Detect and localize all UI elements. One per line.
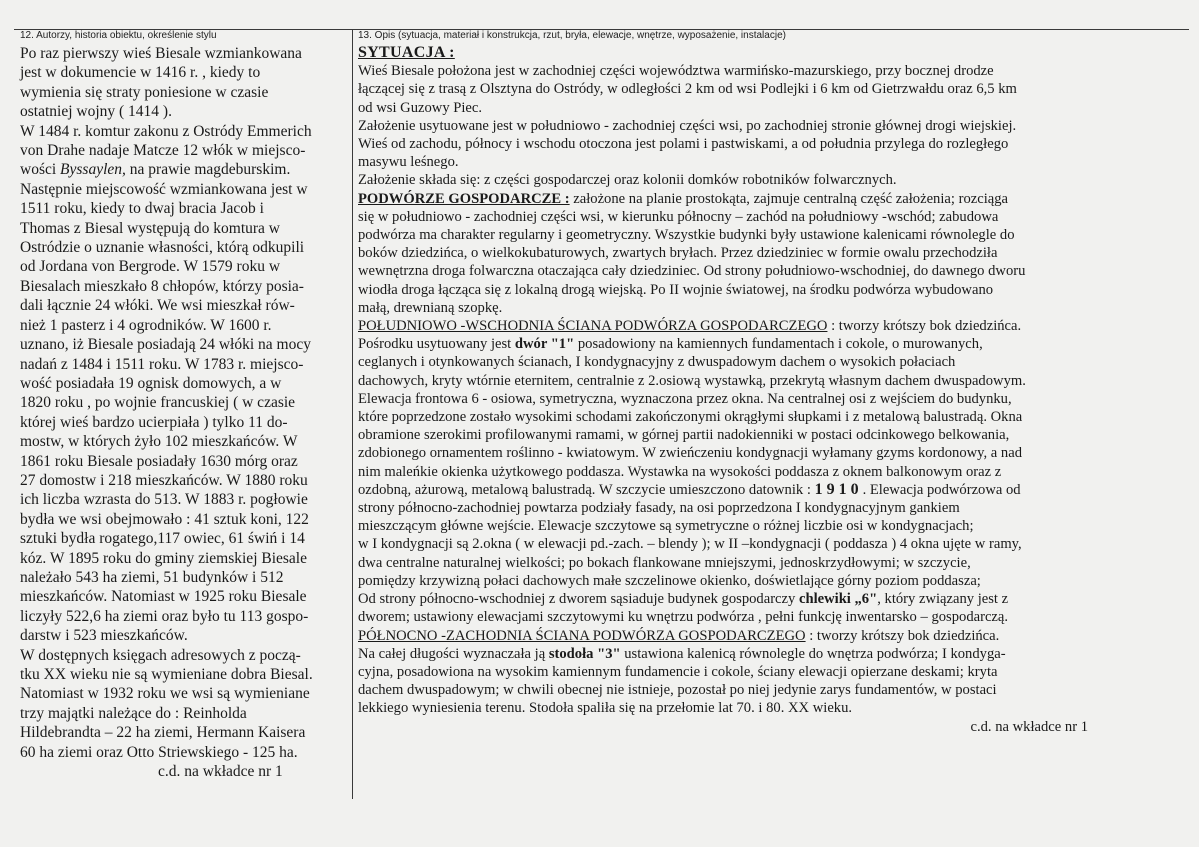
history-line: nadań z 1484 i 1511 roku. W 1783 r. miejsco- xyxy=(20,355,304,373)
history-line xyxy=(20,160,350,179)
description-line: ceglanych i otynkowanych ścianach, I kondygnacyjny z dwuspadowym dachem o wysokich połaciach xyxy=(358,354,956,371)
history-column xyxy=(20,44,350,781)
history-text: wości xyxy=(20,161,61,179)
continued-note: c.d. na wkładce nr 1 xyxy=(158,763,283,781)
history-line: W dostępnych księgach adresowych z począ- xyxy=(20,646,301,664)
history-line: od Jordana von Bergrode. W 1579 roku w xyxy=(20,258,281,276)
description-line: dachem dwuspadowym; w chwili obecnej nie istnieje, pozostał po niej jedynie zarys fundamentów, w postaci xyxy=(358,682,997,699)
description-line: Wieś Biesale położona jest w zachodniej części województwa warmińsko-mazurskiego, przy bocznej drodze xyxy=(358,63,994,80)
description-line: pomiędzy krzywizną połaci dachowych małe szczelinowe okienko, doświetlające górny poziom poddasza; xyxy=(358,572,981,589)
description-text: ozdobną, ażurową, metalową balustradą. W szczycie umieszczono datownik : xyxy=(358,481,815,498)
history-line: należało 543 ha ziemi, 51 budynków i 512 xyxy=(20,568,284,586)
description-line: mieszczącym główne wejście. Elewacje szczytowe są symetryczne o różnej liczbie osi w kondygnacjach; xyxy=(358,518,974,535)
description-line: obramione szerokimi profilowanymi ramami, w górnej partii nadokienniki w postaci odcinkowego belkowania, xyxy=(358,427,1010,444)
history-line: Po raz pierwszy wieś Biesale wzmiankowana xyxy=(20,45,302,62)
history-line: ostatniej wojny ( 1414 ). xyxy=(20,103,172,121)
history-line: W 1484 r. komtur zakonu z Ostródy Emmerich xyxy=(20,122,312,140)
column-divider xyxy=(352,29,353,799)
building-label-chlewiki: chlewiki „6" xyxy=(798,591,878,608)
continued-note: c.d. na wkładce nr 1 xyxy=(970,718,1088,735)
history-line: wość posiadała 19 ognisk domowych, a w xyxy=(20,374,282,392)
description-text: Pośrodku usytuowany jest xyxy=(358,336,515,353)
description-text: Od strony północno-wschodniej z dworem sąsiaduje budynek gospodarczy xyxy=(358,591,799,608)
description-line xyxy=(358,481,1188,499)
description-line xyxy=(358,627,1188,645)
history-line: wymienia się straty poniesione w czasie xyxy=(20,83,269,101)
building-label-dwor: dwór "1" xyxy=(514,336,575,353)
history-line: Natomiast w 1932 roku we wsi są wymieniane xyxy=(20,685,310,703)
history-line: 1861 roku Biesale posiadały 1630 mórg oraz xyxy=(20,452,298,470)
description-line: boków dziedzińca, o wielkokubaturowych, zwartych bryłach. Przez dziedziniec w formie owalu przechodziła xyxy=(358,245,998,262)
history-line: Thomas z Biesal występują do komtura w xyxy=(20,219,281,237)
history-line: Ostródzie o uznanie własności, którą odkupili xyxy=(20,239,305,257)
history-line: bydła we wsi obejmowało : 41 sztuk koni, 122 xyxy=(20,510,309,528)
section-heading-sytuacja: SYTUACJA : xyxy=(358,44,455,61)
history-line: Hildebrandta – 22 ha ziemi, Hermann Kaisera xyxy=(20,724,306,742)
description-line xyxy=(358,335,1188,353)
description-line: Elewacja frontowa 6 - osiowa, symetryczna, wyznaczona przez okna. Na centralnej osi z wejściem do budynku, xyxy=(358,390,1012,407)
description-line: się w południowo - zachodniej części wsi, w kierunku północny – zachód na południowy -wschód; zabudowa xyxy=(358,208,999,225)
history-line: von Drahe nadaje Matcze 12 włók w miejsco- xyxy=(20,142,306,160)
description-line: w I kondygnacji są 2.okna ( w elewacji pd.-zach. – blendy ); w II –kondygnacji ( poddasza ) 4 okna ujęte w ramy, xyxy=(358,536,1022,553)
history-line: Następnie miejscowość wzmiankowana jest w xyxy=(20,180,308,198)
description-text: ustawiona kalenicą równolegle do wnętrza podwórza; I kondyga- xyxy=(620,645,1006,662)
description-text: : tworzy krótszy bok dziedzińca. xyxy=(805,627,1000,644)
history-line: Biesalach mieszkało 8 chłopów, którzy posia- xyxy=(20,277,304,295)
section-heading-northwest-wall: PÓŁNOCNO -ZACHODNIA ŚCIANA PODWÓRZA GOSPODARCZEGO xyxy=(358,627,806,644)
description-text: . Elewacja podwórzowa od xyxy=(862,481,1021,498)
description-text: , który związany jest z xyxy=(877,591,1009,608)
history-text: na prawie magdeburskim. xyxy=(125,161,291,179)
datestone-year: 1910 xyxy=(814,480,863,498)
section-heading-podworze: PODWÓRZE GOSPODARCZE : xyxy=(358,190,570,207)
history-line: mieszkańców. Natomiast w 1925 roku Biesale xyxy=(20,588,307,606)
description-line: cyjna, posadowiona na wysokim kamiennym fundamencie i cokole, ściany elewacji opierzane deskami; kryta xyxy=(358,663,998,680)
description-text: posadowiony na kamiennych fundamentach i cokole, o murowanych, xyxy=(574,336,983,353)
history-line: trzy majątki należące do : Reinholda xyxy=(20,704,247,722)
history-line: której wieś bardzo ucierpiała ) tylko 11 do- xyxy=(20,413,288,431)
history-line: uznano, iż Biesale posiadają 24 włóki na mocy xyxy=(20,336,311,354)
description-line: dwa centralne naturalnej wielkości; po bokach flankowane mniejszymi, jednoskrzydłowymi; w szczycie, xyxy=(358,554,971,571)
description-line: Założenie usytuowane jest w południowo - zachodniej części wsi, po zachodniej stronie głównej drogi wiejskiej. xyxy=(358,117,1017,134)
history-line: kóz. W 1895 roku do gminy ziemskiej Biesale xyxy=(20,549,307,567)
history-line: mostw, w których żyło 102 mieszkańców. W xyxy=(20,433,298,451)
right-column-header: 13. Opis (sytuacja, materiał i konstrukcja, rzut, bryła, elewacje, wnętrze, wyposażenie, instalacje) xyxy=(358,30,786,41)
description-column xyxy=(358,44,1188,736)
description-line: które poprzedzone zostało wysokimi schodami zakończonymi okrągłymi słupkami i z metalową balustradą. Okna xyxy=(358,409,1023,426)
description-line: dachowych, kryty wtórnie eternitem, centralnie z 2.osiową wystawką, przekrytą własnym dachem dwuspadowym. xyxy=(358,372,1026,389)
description-text: : tworzy krótszy bok dziedzińca. xyxy=(827,318,1022,335)
description-line: małą, drewnianą szopkę. xyxy=(358,299,503,316)
description-line xyxy=(358,590,1188,608)
left-column-header: 12. Autorzy, historia obiektu, określenie stylu xyxy=(20,30,217,41)
history-line: dali łącznie 24 włóki. We wsi mieszkał rów- xyxy=(20,297,295,315)
history-line: jest w dokumencie w 1416 r. , kiedy to xyxy=(20,64,261,82)
description-line: wiodła droga łącząca się z lokalną drogą wiejską. Po II wojnie światowej, na środku podwórza wybudowano xyxy=(358,281,994,298)
description-line: masywu leśnego. xyxy=(358,154,459,171)
history-line: nież 1 pasterz i 4 ogrodników. W 1600 r. xyxy=(20,316,272,334)
history-line: 27 domostw i 218 mieszkańców. W 1880 roku xyxy=(20,471,308,489)
description-line xyxy=(358,645,1188,663)
description-line: zdobionego ornamentem roślinno - kwiatowym. W zwieńczeniu kondygnacji wyłamany gzyms kordonowy, a nad xyxy=(358,445,1022,462)
history-line: tku XX wieku nie są wymieniane dobra Biesal. xyxy=(20,666,313,683)
description-line xyxy=(358,317,1188,335)
description-line: Wieś od zachodu, północy i wschodu otoczona jest polami i pastwiskami, a od południa przylega do rozległego xyxy=(358,136,1009,153)
history-line: ich liczba wzrasta do 513. W 1883 r. pogłowie xyxy=(20,491,308,509)
description-line: wewnętrzna droga folwarczna otaczająca cały dziedziniec. Od strony południowo-wschodniej, do dawnego dworu xyxy=(358,263,1026,280)
description-line: strony północno-zachodniej powtarza podziały fasady, na osi poprzedzona I kondygnacyjnym gankiem xyxy=(358,500,960,517)
description-text: założone na planie prostokąta, zajmuje centralną część założenia; rozciąga xyxy=(569,190,1009,207)
history-line: 1511 roku, kiedy to dwaj bracia Jacob i xyxy=(20,200,264,218)
description-line: nim maleńkie okienka użytkowego poddasza. Wystawka na wysokości poddasza z oknem balkonowym oraz z xyxy=(358,463,1002,480)
description-line: podwórza ma charakter regularny i geometryczny. Wszystkie budynki były ustawione kalenicami równolegle do xyxy=(358,227,1015,244)
description-line: od wsi Guzowy Piec. xyxy=(358,99,483,116)
description-line: dworem; ustawiony elewacjami szczytowymi ku wnętrzu podwórza , pełni funkcję inwentarsko – gospodarczą. xyxy=(358,609,1009,626)
history-line: liczyły 522,6 ha ziemi oraz było tu 113 gospo- xyxy=(20,607,309,625)
description-line xyxy=(358,190,1188,208)
description-text: Na całej długości wyznaczała ją xyxy=(358,645,549,662)
description-line: Założenie składa się: z części gospodarczej oraz kolonii domków robotników folwarcznych. xyxy=(358,172,897,189)
description-line: lekkiego wyniesienia terenu. Stodoła spaliła się na przełomie lat 70. i 80. XX wieku. xyxy=(358,700,853,717)
history-line: 60 ha ziemi oraz Otto Striewskiego - 125 ha. xyxy=(20,743,298,761)
history-line: darstw i 523 mieszkańców. xyxy=(20,627,188,645)
section-heading-southeast-wall: POŁUDNIOWO -WSCHODNIA ŚCIANA PODWÓRZA GOSPODARCZEGO xyxy=(358,318,828,335)
history-line: sztuki bydła rogatego,117 owiec, 61 świń i 14 xyxy=(20,530,305,548)
building-label-stodola: stodoła "3" xyxy=(548,645,621,662)
history-line: 1820 roku , po wojnie francuskiej ( w czasie xyxy=(20,394,296,412)
description-line: łączącej się z trasą z Olsztyna do Ostródy, w odległości 2 km od wsi Podlejki i 6 km od Gietrzwałdu oraz 6,5 km xyxy=(358,81,1017,98)
place-name-italic: Byssaylen, xyxy=(60,161,126,179)
